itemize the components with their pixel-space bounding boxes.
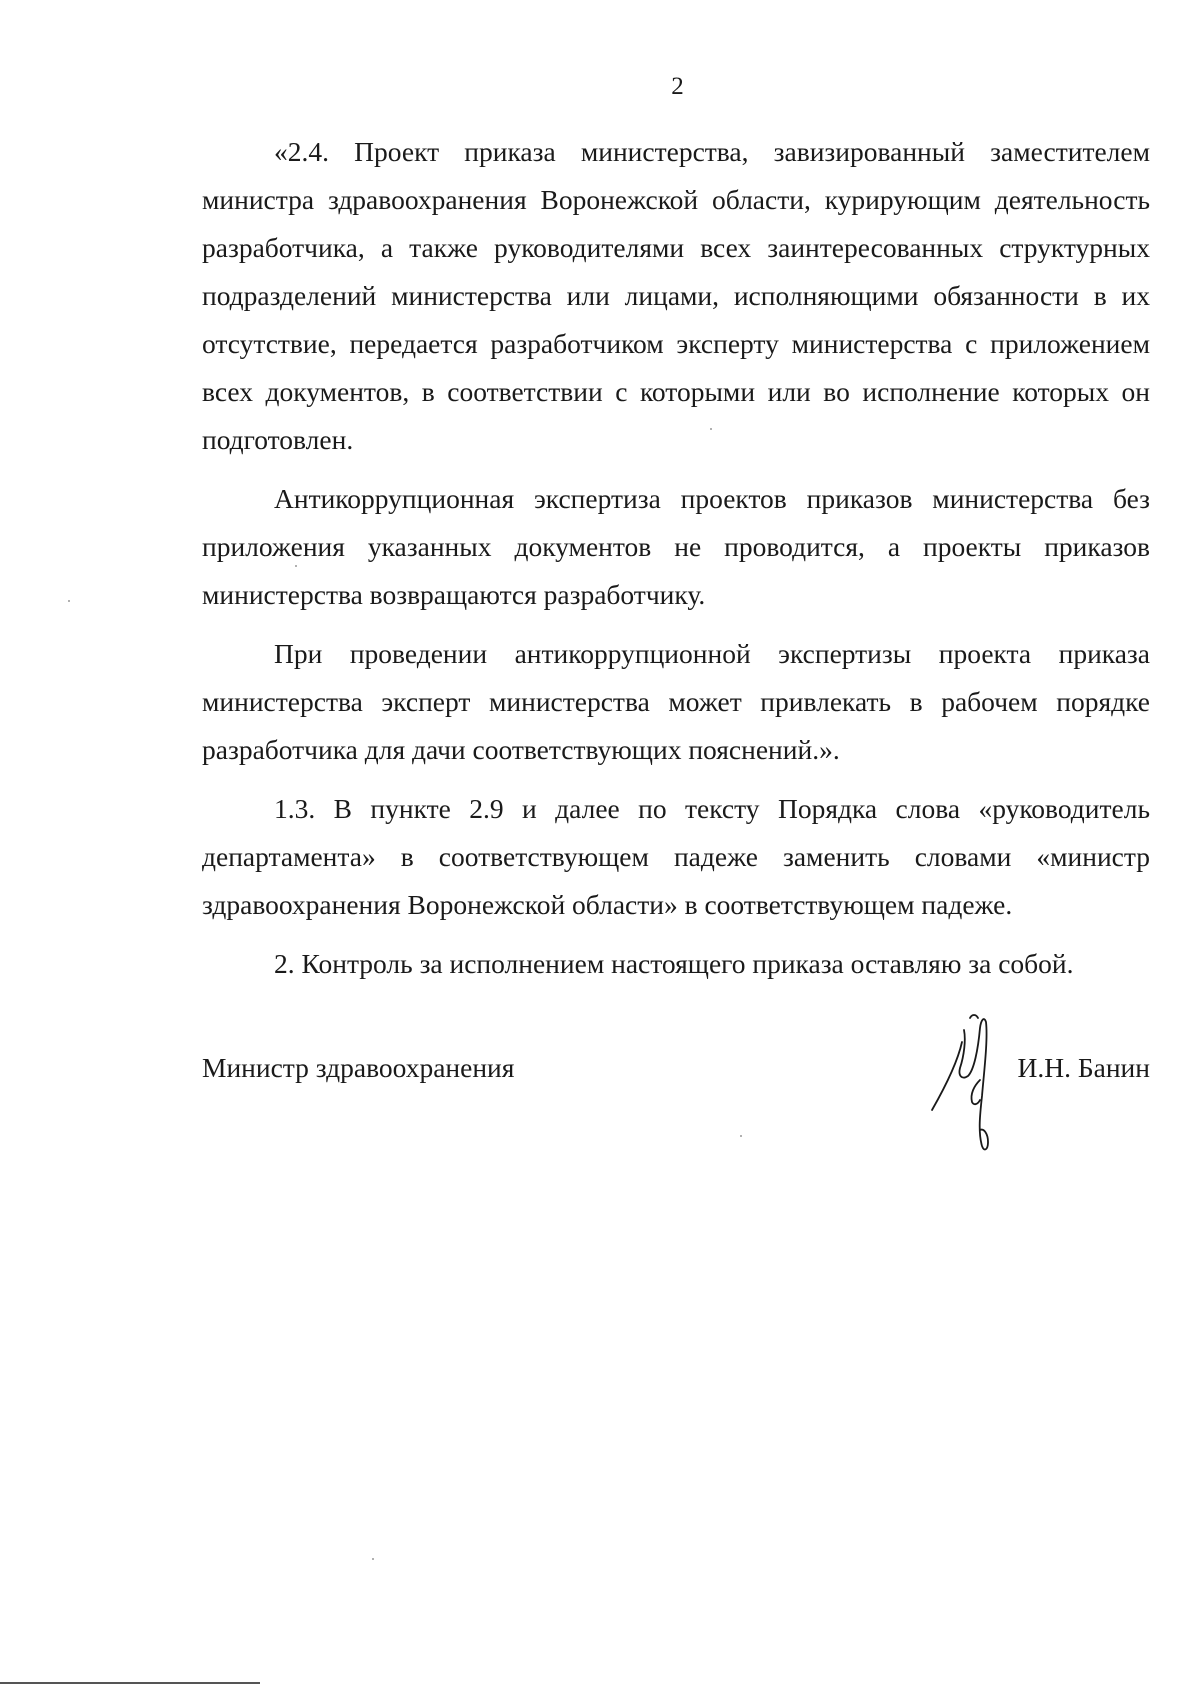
paragraph-1-3: 1.3. В пункте 2.9 и далее по тексту Порядка слова «руководитель департамента» в соответствующем падеже заменить словами «министр здравоохранения Воронежской области» в соответствующем падеже. bbox=[202, 793, 1150, 920]
handwritten-signature bbox=[920, 1010, 1030, 1170]
scan-speck bbox=[295, 565, 297, 567]
signature-block bbox=[202, 1048, 1150, 1168]
signatory-title: Министр здравоохранения bbox=[202, 1052, 515, 1083]
paragraph-anticorruption-expertise: Антикоррупционная экспертиза проектов приказов министерства без приложения указанных документов не проводится, а проекты приказов министерства возвращаются разработчику. bbox=[202, 483, 1150, 610]
signatory-name: И.Н. Банин bbox=[1017, 1052, 1150, 1083]
paragraph-2-4: «2.4. Проект приказа министерства, завизированный заместителем министра здравоохранения Воронежской области, курирующим деятельность разработчика, а также руководителями всех заинтересованных структурных подразделений министерства или лицами, исполняющими обязанности в их отсутствие, передается разработчиком эксперту министерства с приложением всех документов, в соответствии с которыми или во исполнение которых он подготовлен. bbox=[202, 136, 1150, 455]
scan-speck bbox=[372, 1558, 374, 1560]
page-number: 2 bbox=[671, 73, 684, 100]
scan-speck bbox=[740, 1135, 742, 1137]
scan-speck bbox=[710, 428, 712, 430]
paragraph-2-control: 2. Контроль за исполнением настоящего приказа оставляю за собой. bbox=[274, 948, 1074, 979]
scan-edge-line bbox=[0, 1682, 260, 1684]
scan-speck bbox=[68, 600, 70, 602]
paragraph-expert-involvement: При проведении антикоррупционной экспертизы проекта приказа министерства эксперт министерства может привлекать в рабочем порядке разработчика для дачи соответствующих пояснений.». bbox=[202, 638, 1150, 765]
document-body bbox=[202, 128, 1150, 988]
